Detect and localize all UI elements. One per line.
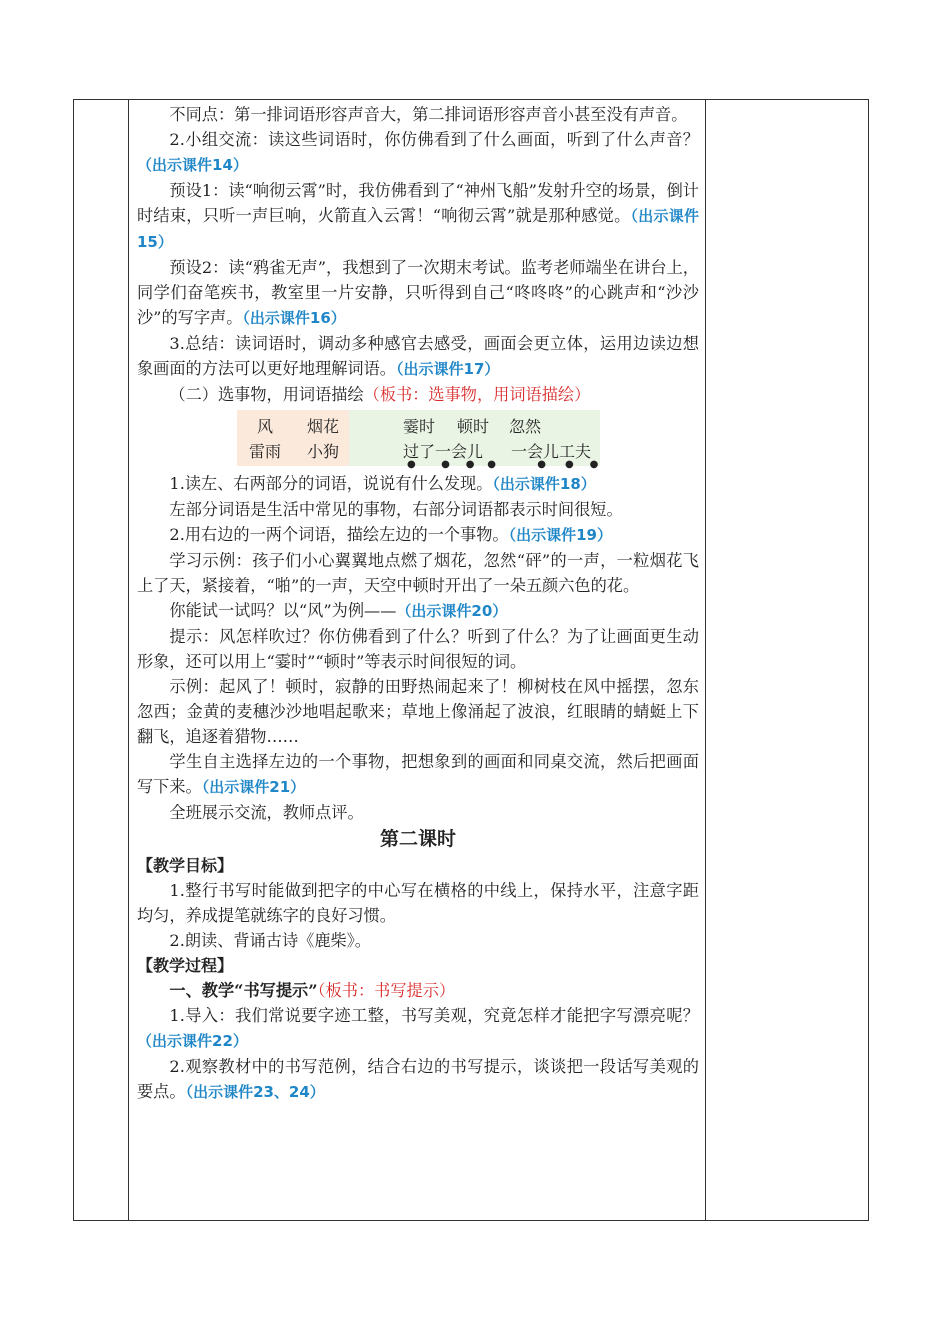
word: 过了一会儿 [403, 442, 484, 461]
paragraph: 1.整行书写时能做到把字的中心写在横格的中线上，保持水平，注意字距均匀，养成提笔就练字的良好习惯。 [137, 881, 699, 925]
word-table-image [237, 410, 600, 470]
paragraph: 2.用右边的一两个词语，描绘左边的一个事物。（出示课件19） [169, 525, 612, 544]
paragraph: 2.观察教材中的书写范例，结合右边的书写提示，谈谈把一段话写美观的要点。（出示课件23、24） [137, 1057, 699, 1101]
word: 顿时 [457, 417, 490, 436]
word: 雷雨 [249, 442, 282, 461]
paragraph: 全班展示交流，教师点评。 [169, 803, 364, 822]
courseware-note: （出示课件20） [396, 602, 508, 620]
courseware-note: （出示课件17） [396, 360, 500, 378]
paragraph: 学生自主选择左边的一个事物，把想象到的画面和同桌交流，然后把画面写下来。（出示课件21） [137, 752, 699, 796]
paragraph: 3.总结：读词语时，调动多种感官去感受，画面会更立体，运用边读边想象画面的方法可以更好地理解词语。（出示课件17） [137, 334, 699, 378]
paragraph: 你能试一试吗？以“风”为例——（出示课件20） [169, 601, 508, 620]
paragraph: 1.读左、右两部分的词语，说说有什么发现。（出示课件18） [169, 474, 596, 493]
courseware-note: （出示课件21） [201, 778, 306, 796]
emphasis-dots: ● ● ● ● ● ● ● [407, 459, 599, 470]
courseware-note: （出示课件23、24） [185, 1083, 325, 1101]
paragraph: 不同点：第一排词语形容声音大，第二排词语形容声音小甚至没有声音。 [169, 105, 688, 124]
section-title: 【教学目标】 [137, 856, 234, 875]
paragraph: 2.朗读、背诵古诗《鹿柴》。 [169, 931, 371, 950]
word: 小狗 [307, 442, 340, 461]
courseware-note: （出示课件14） [137, 156, 248, 174]
courseware-note: （出示课件15） [137, 207, 699, 251]
paragraph: （二）选事物，用词语描绘（板书：选事物，用词语描绘） [169, 385, 591, 404]
section-title: 【教学过程】 [137, 956, 234, 975]
paragraph: 一、教学“书写提示”（板书：书写提示） [169, 981, 456, 1000]
paragraph: 预设2：读“鸦雀无声”，我想到了一次期末考试。监考老师端坐在讲台上，同学们奋笔疾书，教室里一片安静，只听得到自己“咚咚咚”的心跳声和“沙沙沙”的写字声。（出示课件16） [137, 258, 699, 327]
word: 风 [257, 417, 274, 436]
courseware-note: （出示课件16） [242, 309, 346, 327]
word: 忽然 [509, 417, 542, 436]
courseware-note: （出示课件19） [508, 526, 612, 544]
lesson-table [73, 99, 869, 1221]
word: 一会儿工夫 [511, 442, 592, 461]
word: 霎时 [403, 417, 436, 436]
lesson-content [137, 102, 699, 1105]
paragraph: 预设1：读“响彻云霄”时，我仿佛看到了“神州飞船”发射升空的场景，倒计时结束，只听一声巨响，火箭直入云霄！“响彻云霄”就是那种感觉。（出示课件15） [137, 181, 699, 251]
paragraph: 示例：起风了！顿时，寂静的田野热闹起来了！柳树枝在风中摇摆，忽东忽西；金黄的麦穗沙沙地唱起歌来；草地上像涌起了波浪，红眼睛的蜻蜓上下翻飞，追逐着猎物…… [137, 677, 699, 746]
paragraph: 1.导入：我们常说要字迹工整，书写美观，究竟怎样才能把字写漂亮呢？（出示课件22） [137, 1006, 699, 1050]
word: 烟花 [307, 417, 340, 436]
paragraph: 学习示例：孩子们小心翼翼地点燃了烟花，忽然“砰”的一声，一粒烟花飞上了天，紧接着，“啪”的一声，天空中顿时开出了一朵五颜六色的花。 [137, 551, 699, 595]
paragraph: 左部分词语是生活中常见的事物，右部分词语都表示时间很短。 [169, 500, 623, 519]
paragraph: 2.小组交流：读这些词语时，你仿佛看到了什么画面，听到了什么声音？（出示课件14） [137, 130, 699, 174]
courseware-note: （出示课件22） [137, 1032, 248, 1050]
blackboard-note: （板书：选事物，用词语描绘） [363, 385, 591, 404]
paragraph: 提示：风怎样吹过？你仿佛看到了什么？听到了什么？为了让画面更生动形象，还可以用上“霎时”“顿时”等表示时间很短的词。 [137, 627, 699, 671]
courseware-note: （出示课件18） [492, 475, 596, 493]
lesson-heading: 第二课时 [379, 828, 456, 850]
table-right-column [705, 100, 868, 1220]
table-left-column [74, 100, 129, 1220]
blackboard-note: （板书：书写提示） [317, 981, 456, 1000]
